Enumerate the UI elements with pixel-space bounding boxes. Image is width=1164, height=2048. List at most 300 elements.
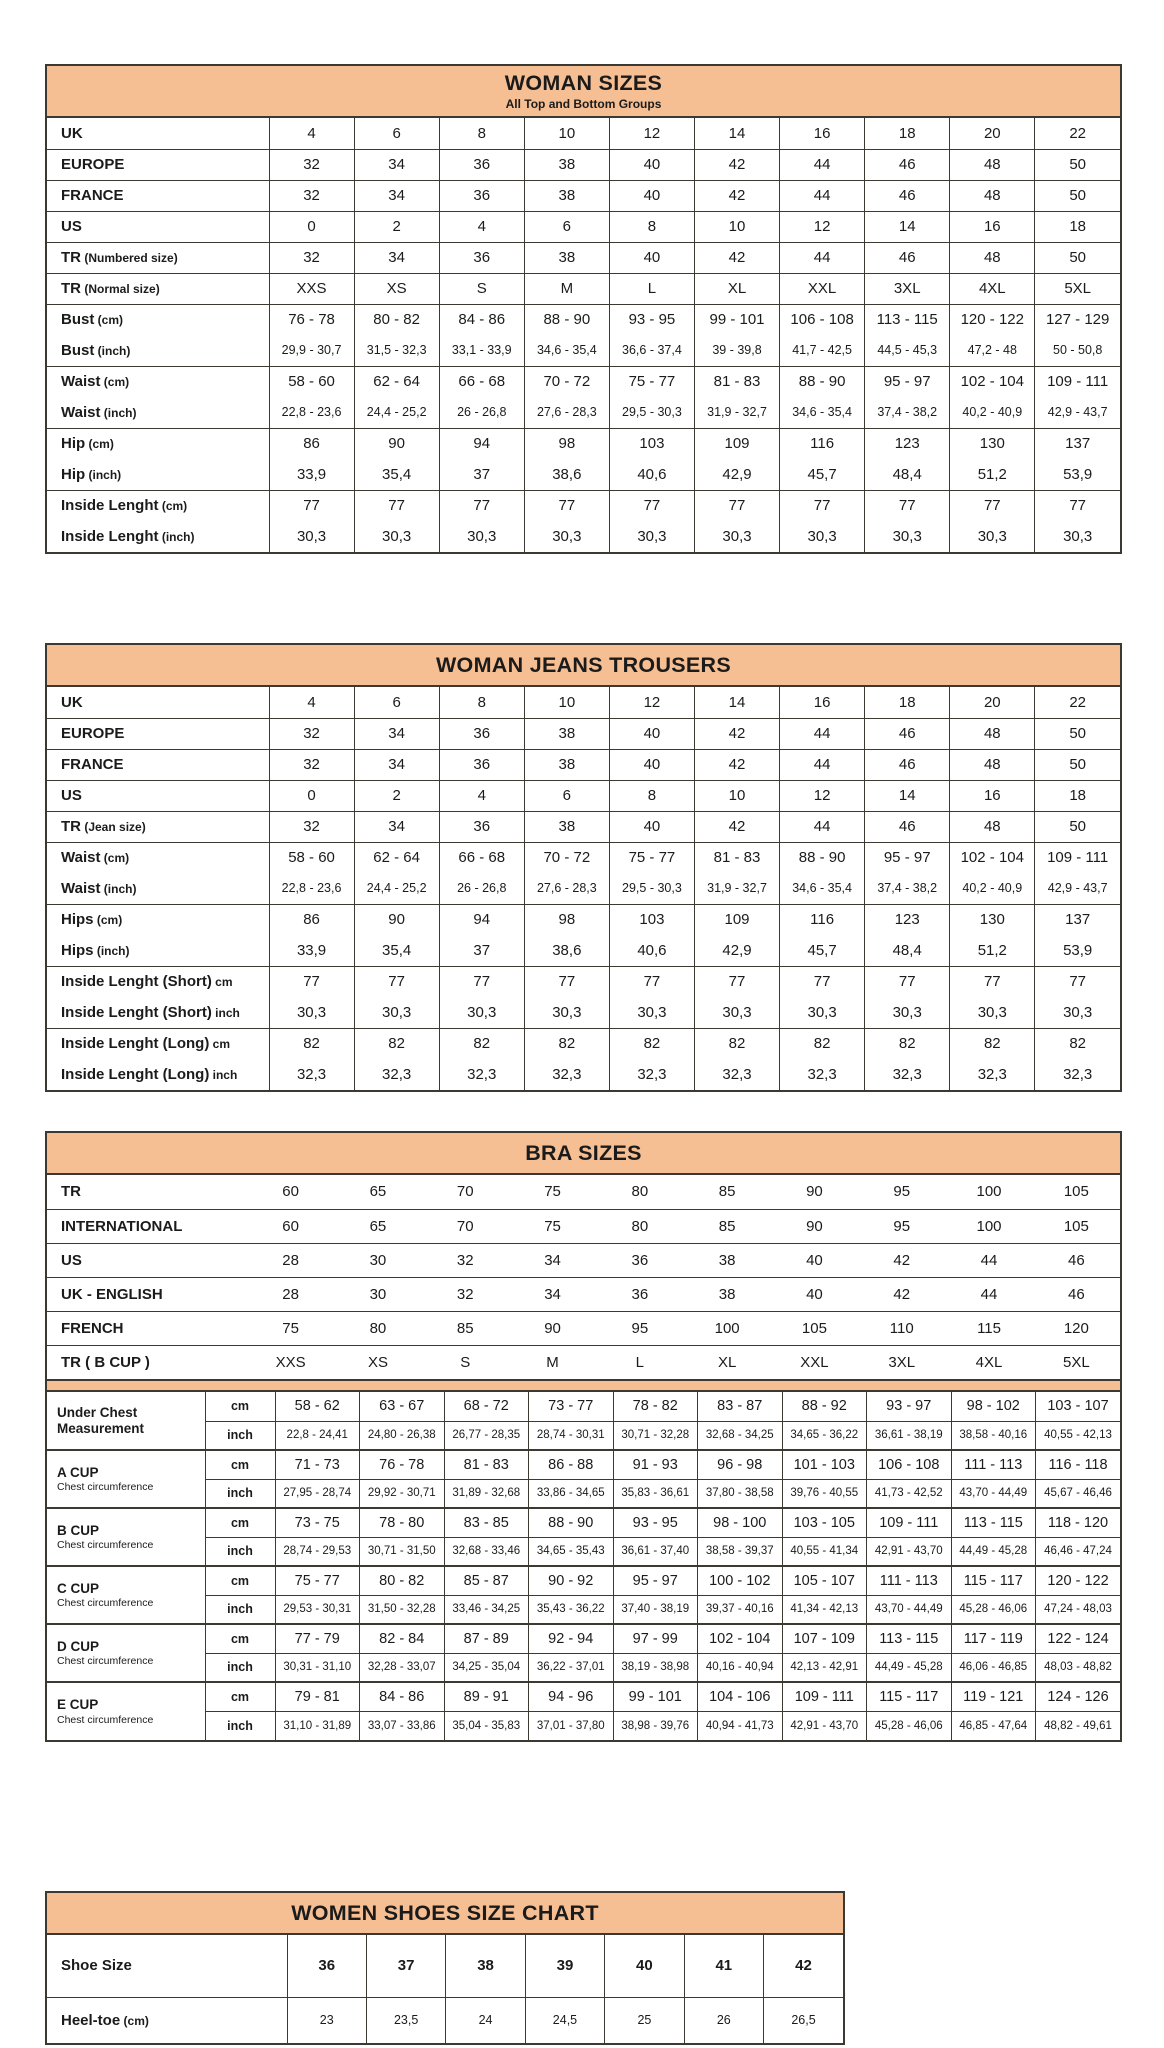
size-cell: 77 [1035, 490, 1120, 521]
table-row [47, 935, 1120, 966]
size-cell: 30,31 - 31,10 [275, 1653, 360, 1682]
size-cell: 30,3 [865, 521, 950, 552]
size-cell: 103 - 107 [1036, 1392, 1121, 1421]
row-label: Bust (inch) [47, 335, 269, 366]
row-label: UK [47, 687, 269, 718]
size-cell: 120 [1033, 1311, 1120, 1345]
size-cell: 32,68 - 34,25 [698, 1421, 783, 1450]
size-cell: 86 [269, 904, 354, 935]
woman-jeans-grid [47, 687, 1120, 1090]
size-cell: 44 [780, 149, 865, 180]
size-cell: 120 - 122 [950, 304, 1035, 335]
size-cell: XXL [771, 1345, 858, 1379]
size-cell: 6 [524, 211, 609, 242]
size-cell: 34 [509, 1277, 596, 1311]
size-cell: 40,55 - 42,13 [1036, 1421, 1121, 1450]
size-cell: 103 [609, 428, 694, 459]
size-cell: 94 - 96 [529, 1682, 614, 1711]
table-row [47, 180, 1120, 211]
size-cell: 29,9 - 30,7 [269, 335, 354, 366]
size-cell: 36,22 - 37,01 [529, 1653, 614, 1682]
size-cell: 30,3 [439, 997, 524, 1028]
size-cell: 26 - 26,8 [439, 397, 524, 428]
size-cell: 40 [609, 242, 694, 273]
size-cell: 37 [439, 935, 524, 966]
table-row [47, 1209, 1120, 1243]
size-cell: 34 [509, 1243, 596, 1277]
unit-cell: cm [205, 1624, 275, 1653]
size-cell: 50 [1035, 242, 1120, 273]
size-cell: 6 [354, 687, 439, 718]
size-cell: 47,2 - 48 [950, 335, 1035, 366]
size-cell: 70 [422, 1209, 509, 1243]
table-row [47, 1392, 1120, 1421]
size-cell: 115 - 117 [867, 1682, 952, 1711]
bra-sizes-table [45, 1131, 1122, 1742]
size-cell: 42 [694, 242, 779, 273]
size-cell: 31,50 - 32,28 [360, 1595, 445, 1624]
size-cell: XS [334, 1345, 421, 1379]
unit-cell: cm [205, 1392, 275, 1421]
size-cell: 30,3 [354, 521, 439, 552]
size-cell: 103 - 105 [782, 1508, 867, 1537]
size-cell: 23,5 [366, 1997, 445, 2043]
size-cell: 26,77 - 28,35 [444, 1421, 529, 1450]
table-row [47, 1243, 1120, 1277]
size-cell: 60 [247, 1209, 334, 1243]
size-cell: 44 [780, 718, 865, 749]
table-row [47, 490, 1120, 521]
size-cell: 41,7 - 42,5 [780, 335, 865, 366]
size-cell: 40,2 - 40,9 [950, 397, 1035, 428]
size-cell: 53,9 [1035, 459, 1120, 490]
table-row [47, 211, 1120, 242]
size-cell: 113 - 115 [951, 1508, 1036, 1537]
table-row [47, 1059, 1120, 1090]
size-cell: 28 [247, 1277, 334, 1311]
woman-sizes-grid [47, 118, 1120, 552]
size-cell: 28,74 - 30,31 [529, 1421, 614, 1450]
row-label: TR ( B CUP ) [47, 1345, 247, 1379]
size-cell: 58 - 60 [269, 842, 354, 873]
size-cell: 66 - 68 [439, 842, 524, 873]
size-cell: 53,9 [1035, 935, 1120, 966]
bra-sizes-title: BRA SIZES [525, 1141, 642, 1165]
table-row [47, 366, 1120, 397]
size-cell: 113 - 115 [867, 1624, 952, 1653]
size-cell: 24,4 - 25,2 [354, 873, 439, 904]
size-cell: 44 [945, 1243, 1032, 1277]
unit-cell: inch [205, 1711, 275, 1740]
size-cell: 116 [780, 428, 865, 459]
size-cell: 109 - 111 [1035, 366, 1120, 397]
size-cell: 77 [865, 966, 950, 997]
size-cell: 35,4 [354, 459, 439, 490]
size-cell: XL [694, 273, 779, 304]
size-cell: 109 [694, 428, 779, 459]
size-cell: 95 - 97 [613, 1566, 698, 1595]
row-label: Inside Lenght (Long) inch [47, 1059, 269, 1090]
size-cell: 80 - 82 [354, 304, 439, 335]
size-cell: 46 [865, 811, 950, 842]
size-cell: 30,3 [780, 521, 865, 552]
size-cell: 10 [694, 211, 779, 242]
size-cell: 42,9 - 43,7 [1035, 873, 1120, 904]
size-cell: 37,01 - 37,80 [529, 1711, 614, 1740]
row-label: TR (Jean size) [47, 811, 269, 842]
size-cell: 89 - 91 [444, 1682, 529, 1711]
size-cell: 32 [269, 180, 354, 211]
size-cell: 38 [524, 242, 609, 273]
size-cell: 78 - 80 [360, 1508, 445, 1537]
size-cell: 41,34 - 42,13 [782, 1595, 867, 1624]
size-cell: 24,80 - 26,38 [360, 1421, 445, 1450]
size-cell: 109 [694, 904, 779, 935]
size-cell: 123 [865, 904, 950, 935]
row-label: US [47, 1243, 247, 1277]
size-cell: 38 [524, 749, 609, 780]
size-cell: 36 [439, 180, 524, 211]
size-cell: 30,3 [269, 997, 354, 1028]
size-cell: 116 - 118 [1036, 1450, 1121, 1479]
size-cell: 34 [354, 242, 439, 273]
size-cell: 40,16 - 40,94 [698, 1653, 783, 1682]
size-cell: 30,3 [780, 997, 865, 1028]
size-cell: 44 [780, 749, 865, 780]
size-cell: 46 [865, 180, 950, 211]
row-label: UK [47, 118, 269, 149]
size-cell: 90 [354, 428, 439, 459]
size-cell: 77 [780, 490, 865, 521]
size-cell: 4XL [950, 273, 1035, 304]
size-cell: 18 [865, 687, 950, 718]
row-label: Inside Lenght (Long) cm [47, 1028, 269, 1059]
size-cell: 48 [950, 811, 1035, 842]
size-cell: 50 - 50,8 [1035, 335, 1120, 366]
unit-cell: cm [205, 1682, 275, 1711]
size-cell: 46,46 - 47,24 [1036, 1537, 1121, 1566]
row-label: US [47, 780, 269, 811]
size-cell: 75 - 77 [609, 842, 694, 873]
size-cell: 41,73 - 42,52 [867, 1479, 952, 1508]
size-cell: 14 [694, 118, 779, 149]
size-cell: 42 [694, 718, 779, 749]
size-cell: 16 [950, 780, 1035, 811]
size-cell: 32,3 [439, 1059, 524, 1090]
size-cell: 50 [1035, 718, 1120, 749]
table-row [47, 718, 1120, 749]
size-cell: 37 [439, 459, 524, 490]
size-cell: 45,67 - 46,46 [1036, 1479, 1121, 1508]
table-row [47, 1345, 1120, 1379]
size-cell: 6 [354, 118, 439, 149]
size-cell: 32,3 [694, 1059, 779, 1090]
size-cell: 31,5 - 32,3 [354, 335, 439, 366]
size-cell: 30,3 [354, 997, 439, 1028]
table-row [47, 521, 1120, 552]
size-cell: 36,61 - 38,19 [867, 1421, 952, 1450]
size-cell: 82 [865, 1028, 950, 1059]
size-cell: 82 [354, 1028, 439, 1059]
size-cell: 33,9 [269, 459, 354, 490]
table-row [47, 149, 1120, 180]
size-cell: 8 [609, 211, 694, 242]
size-cell: 33,9 [269, 935, 354, 966]
size-cell: 37,4 - 38,2 [865, 397, 950, 428]
woman-jeans-header [47, 645, 1120, 687]
table-row [47, 997, 1120, 1028]
table-row [47, 1935, 843, 1997]
size-cell: 48,4 [865, 935, 950, 966]
size-cell: 24,4 - 25,2 [354, 397, 439, 428]
size-cell: 101 - 103 [782, 1450, 867, 1479]
size-cell: 51,2 [950, 935, 1035, 966]
table-row [47, 1450, 1120, 1479]
unit-cell: inch [205, 1479, 275, 1508]
size-cell: 46,85 - 47,64 [951, 1711, 1036, 1740]
size-cell: 34 [354, 718, 439, 749]
size-cell: 8 [609, 780, 694, 811]
size-cell: 44 [780, 811, 865, 842]
table-row [47, 1653, 1120, 1682]
size-cell: 105 [1033, 1175, 1120, 1209]
bra-sizes-grid [47, 1175, 1120, 1379]
size-cell: 98 [524, 904, 609, 935]
size-cell: 118 - 120 [1036, 1508, 1121, 1537]
size-cell: 40,6 [609, 935, 694, 966]
row-label: Inside Lenght (inch) [47, 521, 269, 552]
table-row [47, 1421, 1120, 1450]
size-cell: 91 - 93 [613, 1450, 698, 1479]
size-cell: 107 - 109 [782, 1624, 867, 1653]
size-cell: 32,3 [780, 1059, 865, 1090]
size-cell: 80 [334, 1311, 421, 1345]
row-label: Heel-toe (cm) [47, 1997, 287, 2043]
size-cell: 48 [950, 149, 1035, 180]
size-cell: 77 [609, 490, 694, 521]
size-cell: 105 [771, 1311, 858, 1345]
separator-band [47, 1379, 1120, 1392]
size-cell: 36 [596, 1243, 683, 1277]
size-cell: 31,10 - 31,89 [275, 1711, 360, 1740]
size-cell: 65 [334, 1209, 421, 1243]
size-cell: 85 [422, 1311, 509, 1345]
size-cell: 48,03 - 48,82 [1036, 1653, 1121, 1682]
size-cell: 14 [694, 687, 779, 718]
size-cell: 32 [269, 718, 354, 749]
size-cell: 84 - 86 [439, 304, 524, 335]
size-cell: 42 [858, 1243, 945, 1277]
size-cell: 37,4 - 38,2 [865, 873, 950, 904]
size-cell: 27,6 - 28,3 [524, 873, 609, 904]
size-cell: 44,5 - 45,3 [865, 335, 950, 366]
size-cell: 85 [683, 1175, 770, 1209]
size-cell: 22,8 - 23,6 [269, 397, 354, 428]
row-label: INTERNATIONAL [47, 1209, 247, 1243]
size-cell: 115 [945, 1311, 1032, 1345]
size-cell: 34,65 - 35,43 [529, 1537, 614, 1566]
size-cell: 77 [950, 490, 1035, 521]
size-cell: 16 [950, 211, 1035, 242]
table-row [47, 1508, 1120, 1537]
row-label: Waist (inch) [47, 873, 269, 904]
size-cell: 82 [780, 1028, 865, 1059]
size-cell: 84 - 86 [360, 1682, 445, 1711]
size-cell: 27,6 - 28,3 [524, 397, 609, 428]
size-cell: 124 - 126 [1036, 1682, 1121, 1711]
size-cell: 90 [509, 1311, 596, 1345]
size-cell: 62 - 64 [354, 842, 439, 873]
size-cell: 48 [950, 180, 1035, 211]
cup-label: A CUP Chest circumference [47, 1450, 205, 1508]
size-cell: 81 - 83 [694, 366, 779, 397]
size-cell: 75 [247, 1311, 334, 1345]
table-row [47, 780, 1120, 811]
row-label: FRANCE [47, 749, 269, 780]
size-cell: 100 [683, 1311, 770, 1345]
size-cell: 50 [1035, 811, 1120, 842]
table-row [47, 1997, 843, 2043]
women-shoes-grid [47, 1935, 843, 2043]
size-cell: 36,61 - 37,40 [613, 1537, 698, 1566]
unit-cell: inch [205, 1421, 275, 1450]
size-cell: 38 [446, 1935, 525, 1997]
woman-sizes-subtitle: All Top and Bottom Groups [505, 97, 662, 111]
size-cell: 102 - 104 [950, 366, 1035, 397]
size-cell: 95 [596, 1311, 683, 1345]
table-row [47, 904, 1120, 935]
bra-cup-grid [47, 1392, 1120, 1740]
size-cell: 36 [439, 811, 524, 842]
size-cell: 40,2 - 40,9 [950, 873, 1035, 904]
size-cell: 109 - 111 [1035, 842, 1120, 873]
size-cell: 36 [439, 242, 524, 273]
table-row [47, 1537, 1120, 1566]
size-cell: 22,8 - 24,41 [275, 1421, 360, 1450]
size-cell: 46 [1033, 1277, 1120, 1311]
row-label: EUROPE [47, 149, 269, 180]
table-row [47, 118, 1120, 149]
size-cell: 94 [439, 904, 524, 935]
size-cell: 105 - 107 [782, 1566, 867, 1595]
size-cell: 105 [1033, 1209, 1120, 1243]
size-cell: 40,94 - 41,73 [698, 1711, 783, 1740]
size-cell: 4 [269, 687, 354, 718]
size-cell: 40,55 - 41,34 [782, 1537, 867, 1566]
size-cell: 82 [950, 1028, 1035, 1059]
bra-sizes-header [47, 1133, 1120, 1175]
size-cell: 14 [865, 211, 950, 242]
size-cell: 77 [865, 490, 950, 521]
size-cell: 88 - 90 [780, 366, 865, 397]
size-cell: 46 [865, 749, 950, 780]
size-cell: 113 - 115 [865, 304, 950, 335]
size-cell: 40 [605, 1935, 684, 1997]
size-cell: 103 [609, 904, 694, 935]
size-cell: 32 [269, 811, 354, 842]
size-cell: 39 [525, 1935, 604, 1997]
size-cell: 4 [439, 211, 524, 242]
size-cell: 100 [945, 1175, 1032, 1209]
size-cell: S [422, 1345, 509, 1379]
size-cell: 117 - 119 [951, 1624, 1036, 1653]
size-cell: 38 [524, 718, 609, 749]
table-row [47, 273, 1120, 304]
size-cell: 32,3 [524, 1059, 609, 1090]
women-shoes-table [45, 1891, 845, 2045]
table-row [47, 397, 1120, 428]
size-cell: 30,3 [1035, 521, 1120, 552]
size-cell: 43,70 - 44,49 [951, 1479, 1036, 1508]
size-cell: 109 - 111 [782, 1682, 867, 1711]
size-cell: 39,76 - 40,55 [782, 1479, 867, 1508]
unit-cell: cm [205, 1450, 275, 1479]
size-cell: 29,5 - 30,3 [609, 397, 694, 428]
size-cell: 40 [609, 749, 694, 780]
size-cell: 32 [269, 749, 354, 780]
size-cell: 26 - 26,8 [439, 873, 524, 904]
size-cell: 12 [780, 211, 865, 242]
size-cell: 77 [354, 966, 439, 997]
size-cell: 38,6 [524, 935, 609, 966]
woman-sizes-table [45, 64, 1122, 554]
size-cell: 62 - 64 [354, 366, 439, 397]
size-cell: 127 - 129 [1035, 304, 1120, 335]
table-row [47, 242, 1120, 273]
size-cell: 85 [683, 1209, 770, 1243]
size-cell: 45,7 [780, 935, 865, 966]
size-cell: 34 [354, 180, 439, 211]
size-cell: 48 [950, 242, 1035, 273]
size-cell: 33,1 - 33,9 [439, 335, 524, 366]
size-cell: 30,3 [694, 521, 779, 552]
size-cell: 0 [269, 780, 354, 811]
size-cell: 34,6 - 35,4 [524, 335, 609, 366]
size-cell: 32,68 - 33,46 [444, 1537, 529, 1566]
row-label: UK - ENGLISH [47, 1277, 247, 1311]
size-cell: 78 - 82 [613, 1392, 698, 1421]
size-cell: 77 [950, 966, 1035, 997]
table-row [47, 1711, 1120, 1740]
size-cell: 35,43 - 36,22 [529, 1595, 614, 1624]
size-cell: 51,2 [950, 459, 1035, 490]
size-cell: 44 [945, 1277, 1032, 1311]
row-label: Inside Lenght (Short) cm [47, 966, 269, 997]
row-label: TR (Numbered size) [47, 242, 269, 273]
size-cell: 33,86 - 34,65 [529, 1479, 614, 1508]
size-cell: 16 [780, 687, 865, 718]
size-cell: 38 [524, 180, 609, 211]
size-cell: 35,04 - 35,83 [444, 1711, 529, 1740]
size-cell: 5XL [1033, 1345, 1120, 1379]
women-shoes-header [47, 1893, 843, 1935]
size-cell: 90 - 92 [529, 1566, 614, 1595]
size-cell: 77 [524, 966, 609, 997]
size-cell: 4 [269, 118, 354, 149]
size-cell: 87 - 89 [444, 1624, 529, 1653]
size-cell: 94 [439, 428, 524, 459]
row-label: Shoe Size [47, 1935, 287, 1997]
table-row [47, 459, 1120, 490]
row-label: US [47, 211, 269, 242]
table-row [47, 428, 1120, 459]
size-cell: 34,25 - 35,04 [444, 1653, 529, 1682]
size-cell: 70 - 72 [524, 842, 609, 873]
table-row [47, 873, 1120, 904]
size-cell: 23 [287, 1997, 366, 2043]
size-cell: 42 [694, 749, 779, 780]
size-cell: 34,6 - 35,4 [780, 873, 865, 904]
